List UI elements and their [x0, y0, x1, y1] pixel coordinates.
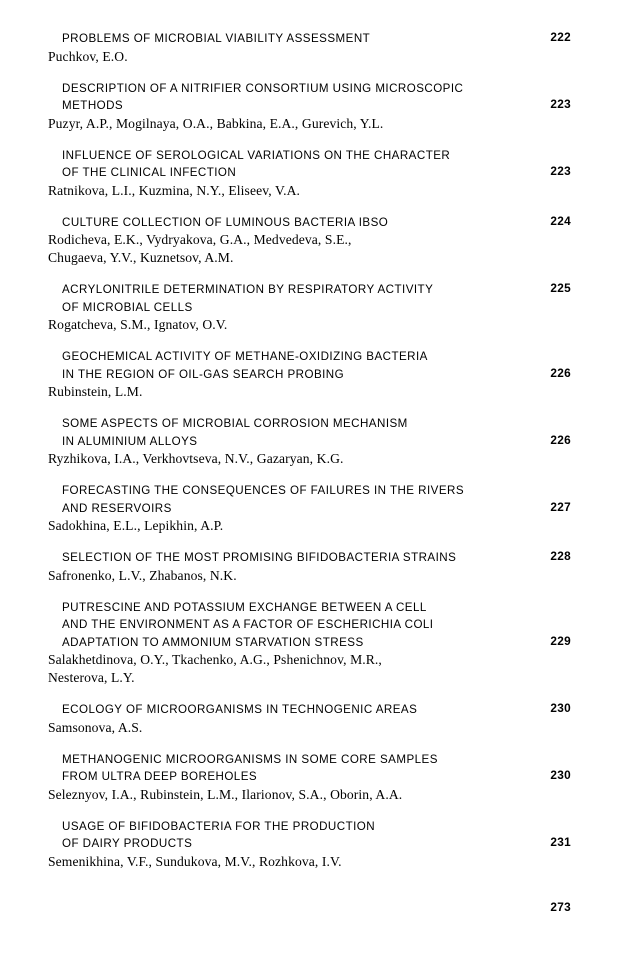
toc-entry[interactable]	[48, 818, 571, 871]
toc-entry[interactable]	[48, 281, 571, 334]
toc-entry-title-block	[48, 599, 571, 652]
toc-entry-title-line: GEOCHEMICAL ACTIVITY OF METHANE-OXIDIZING BACTERIA	[62, 350, 428, 363]
toc-entry-title-line: PUTRESCINE AND POTASSIUM EXCHANGE BETWEEN A CELL	[62, 600, 427, 614]
toc-entry-authors-line: Semenikhina, V.F., Sundukova, M.V., Rozhkova, I.V.	[48, 853, 342, 869]
toc-entry-page-number: 228	[550, 549, 571, 563]
toc-entry-page-number: 231	[550, 835, 571, 849]
toc-entry[interactable]	[48, 348, 571, 401]
toc-entry-title-line: FROM ULTRA DEEP BOREHOLES	[62, 770, 258, 783]
toc-entry-authors-line: Ryzhikova, I.A., Verkhovtseva, N.V., Gazaryan, K.G.	[48, 451, 344, 466]
toc-entry-title	[48, 80, 519, 115]
toc-entry-title-line: METHANOGENIC MICROORGANISMS IN SOME CORE SAMPLES	[62, 752, 438, 766]
toc-entry-title-line: IN THE REGION OF OIL-GAS SEARCH PROBING	[62, 367, 345, 381]
toc-entry-title-line: METHODS	[62, 99, 124, 112]
toc-entry[interactable]	[48, 80, 571, 133]
toc-entry-page-number: 225	[550, 281, 571, 295]
toc-entry-list	[48, 30, 571, 871]
toc-entry-title-line: SOME ASPECTS OF MICROBIAL CORROSION MECHANISM	[62, 417, 408, 430]
toc-entry-page-number: 222	[550, 30, 571, 44]
toc-entry-authors-line: Sadokhina, E.L., Lepikhin, A.P.	[48, 518, 224, 533]
toc-entry-title-line: CULTURE COLLECTION OF LUMINOUS BACTERIA IBSO	[62, 215, 389, 229]
toc-entry-title-line: ACRYLONITRILE DETERMINATION BY RESPIRATORY ACTIVITY	[62, 283, 434, 296]
toc-entry-title-block	[48, 348, 571, 383]
toc-entry-authors-line: Rodicheva, E.K., Vydryakova, G.A., Medvedeva, S.E.,	[48, 232, 352, 247]
toc-entry-page-number: 223	[550, 164, 571, 178]
toc-entry-title-line: OF MICROBIAL CELLS	[62, 300, 193, 314]
toc-entry-title-block	[48, 549, 571, 567]
toc-entry-title-block	[48, 147, 571, 182]
toc-entry-title-line: USAGE OF BIFIDOBACTERIA FOR THE PRODUCTION	[62, 819, 376, 833]
toc-entry-title	[48, 214, 519, 232]
toc-entry-title-block	[48, 80, 571, 115]
toc-entry-title	[48, 599, 519, 652]
toc-entry-title-block	[48, 415, 571, 450]
toc-entry-title-line: INFLUENCE OF SEROLOGICAL VARIATIONS ON THE CHARACTER	[62, 148, 451, 162]
toc-entry-title-line: PROBLEMS OF MICROBIAL VIABILITY ASSESSMENT	[62, 32, 371, 45]
toc-entry-title-line: OF DAIRY PRODUCTS	[62, 837, 193, 850]
toc-entry[interactable]	[48, 482, 571, 535]
toc-entry-page-number: 226	[550, 432, 571, 447]
toc-entry-page-number: 226	[550, 365, 571, 380]
toc-entry-title-block	[48, 818, 571, 853]
toc-entry-title-line: ECOLOGY OF MICROORGANISMS IN TECHNOGENIC AREAS	[62, 703, 418, 716]
toc-entry-authors-line: Puzyr, A.P., Mogilnaya, O.A., Babkina, E.A., Gurevich, Y.L.	[48, 115, 384, 131]
toc-entry-title-block	[48, 30, 571, 48]
toc-entry[interactable]	[48, 214, 571, 268]
toc-entry-title	[48, 549, 519, 567]
toc-entry-title-line: OF THE CLINICAL INFECTION	[62, 166, 237, 179]
toc-entry-title	[48, 281, 519, 316]
toc-entry-title	[48, 751, 519, 786]
toc-entry-title	[48, 147, 519, 182]
toc-entry[interactable]	[48, 30, 571, 66]
toc-entry-title-block	[48, 482, 571, 517]
toc-entry-page-number: 227	[550, 499, 571, 514]
toc-entry[interactable]	[48, 147, 571, 200]
toc-entry-title	[48, 701, 519, 719]
toc-entry-title-line: IN ALUMINIUM ALLOYS	[62, 434, 198, 448]
toc-entry-authors-line: Chugaeva, Y.V., Kuznetsov, A.M.	[48, 250, 234, 265]
toc-entry-title-line: DESCRIPTION OF A NITRIFIER CONSORTIUM USING MICROSCOPIC	[62, 81, 464, 95]
toc-entry-title-line: AND THE ENVIRONMENT AS A FACTOR OF ESCHERICHIA COLI	[62, 618, 434, 631]
toc-entry[interactable]	[48, 599, 571, 688]
toc-entry-title-line: FORECASTING THE CONSEQUENCES OF FAILURES IN THE RIVERS	[62, 484, 465, 497]
toc-entry-title	[48, 30, 519, 48]
toc-entry-title-block	[48, 214, 571, 232]
toc-entry-authors-line: Rogatcheva, S.M., Ignatov, O.V.	[48, 317, 228, 332]
toc-entry-authors-line: Salakhetdinova, O.Y., Tkachenko, A.G., Pshenichnov, M.R.,	[48, 652, 382, 667]
toc-entry[interactable]	[48, 751, 571, 804]
toc-entry[interactable]	[48, 701, 571, 737]
toc-entry-authors-line: Nesterova, L.Y.	[48, 670, 135, 685]
toc-entry-title	[48, 818, 519, 853]
toc-entry-title-line: SELECTION OF THE MOST PROMISING BIFIDOBACTERIA STRAINS	[62, 551, 457, 564]
toc-entry[interactable]	[48, 415, 571, 468]
toc-entry-authors-line: Ratnikova, L.I., Kuzmina, N.Y., Eliseev, V.A.	[48, 182, 301, 198]
toc-entry-title	[48, 482, 519, 517]
toc-entry-authors-line: Seleznyov, I.A., Rubinstein, L.M., Ilarionov, S.A., Oborin, A.A.	[48, 786, 403, 802]
toc-entry-title-line: ADAPTATION TO AMMONIUM STARVATION STRESS	[62, 635, 364, 649]
toc-entry[interactable]	[48, 549, 571, 585]
toc-entry-page-number: 230	[550, 768, 571, 782]
toc-entry-page-number: 224	[550, 213, 571, 228]
toc-entry-authors-line: Rubinstein, L.M.	[48, 384, 143, 399]
toc-entry-title-block	[48, 701, 571, 719]
toc-entry-authors-line: Samsonova, A.S.	[48, 719, 143, 735]
toc-entry-title-line: AND RESERVOIRS	[62, 501, 172, 515]
toc-entry-authors-line: Safronenko, L.V., Zhabanos, N.K.	[48, 567, 237, 583]
toc-entry-page-number: 230	[550, 701, 571, 715]
toc-entry-title	[48, 348, 519, 383]
toc-entry-title-block	[48, 751, 571, 786]
page-folio: 273	[550, 900, 571, 914]
toc-entry-authors-line: Puchkov, E.O.	[48, 48, 128, 64]
toc-entry-page-number: 229	[550, 633, 571, 648]
toc-entry-title	[48, 415, 519, 450]
toc-entry-page-number: 223	[550, 97, 571, 111]
toc-entry-title-block	[48, 281, 571, 316]
